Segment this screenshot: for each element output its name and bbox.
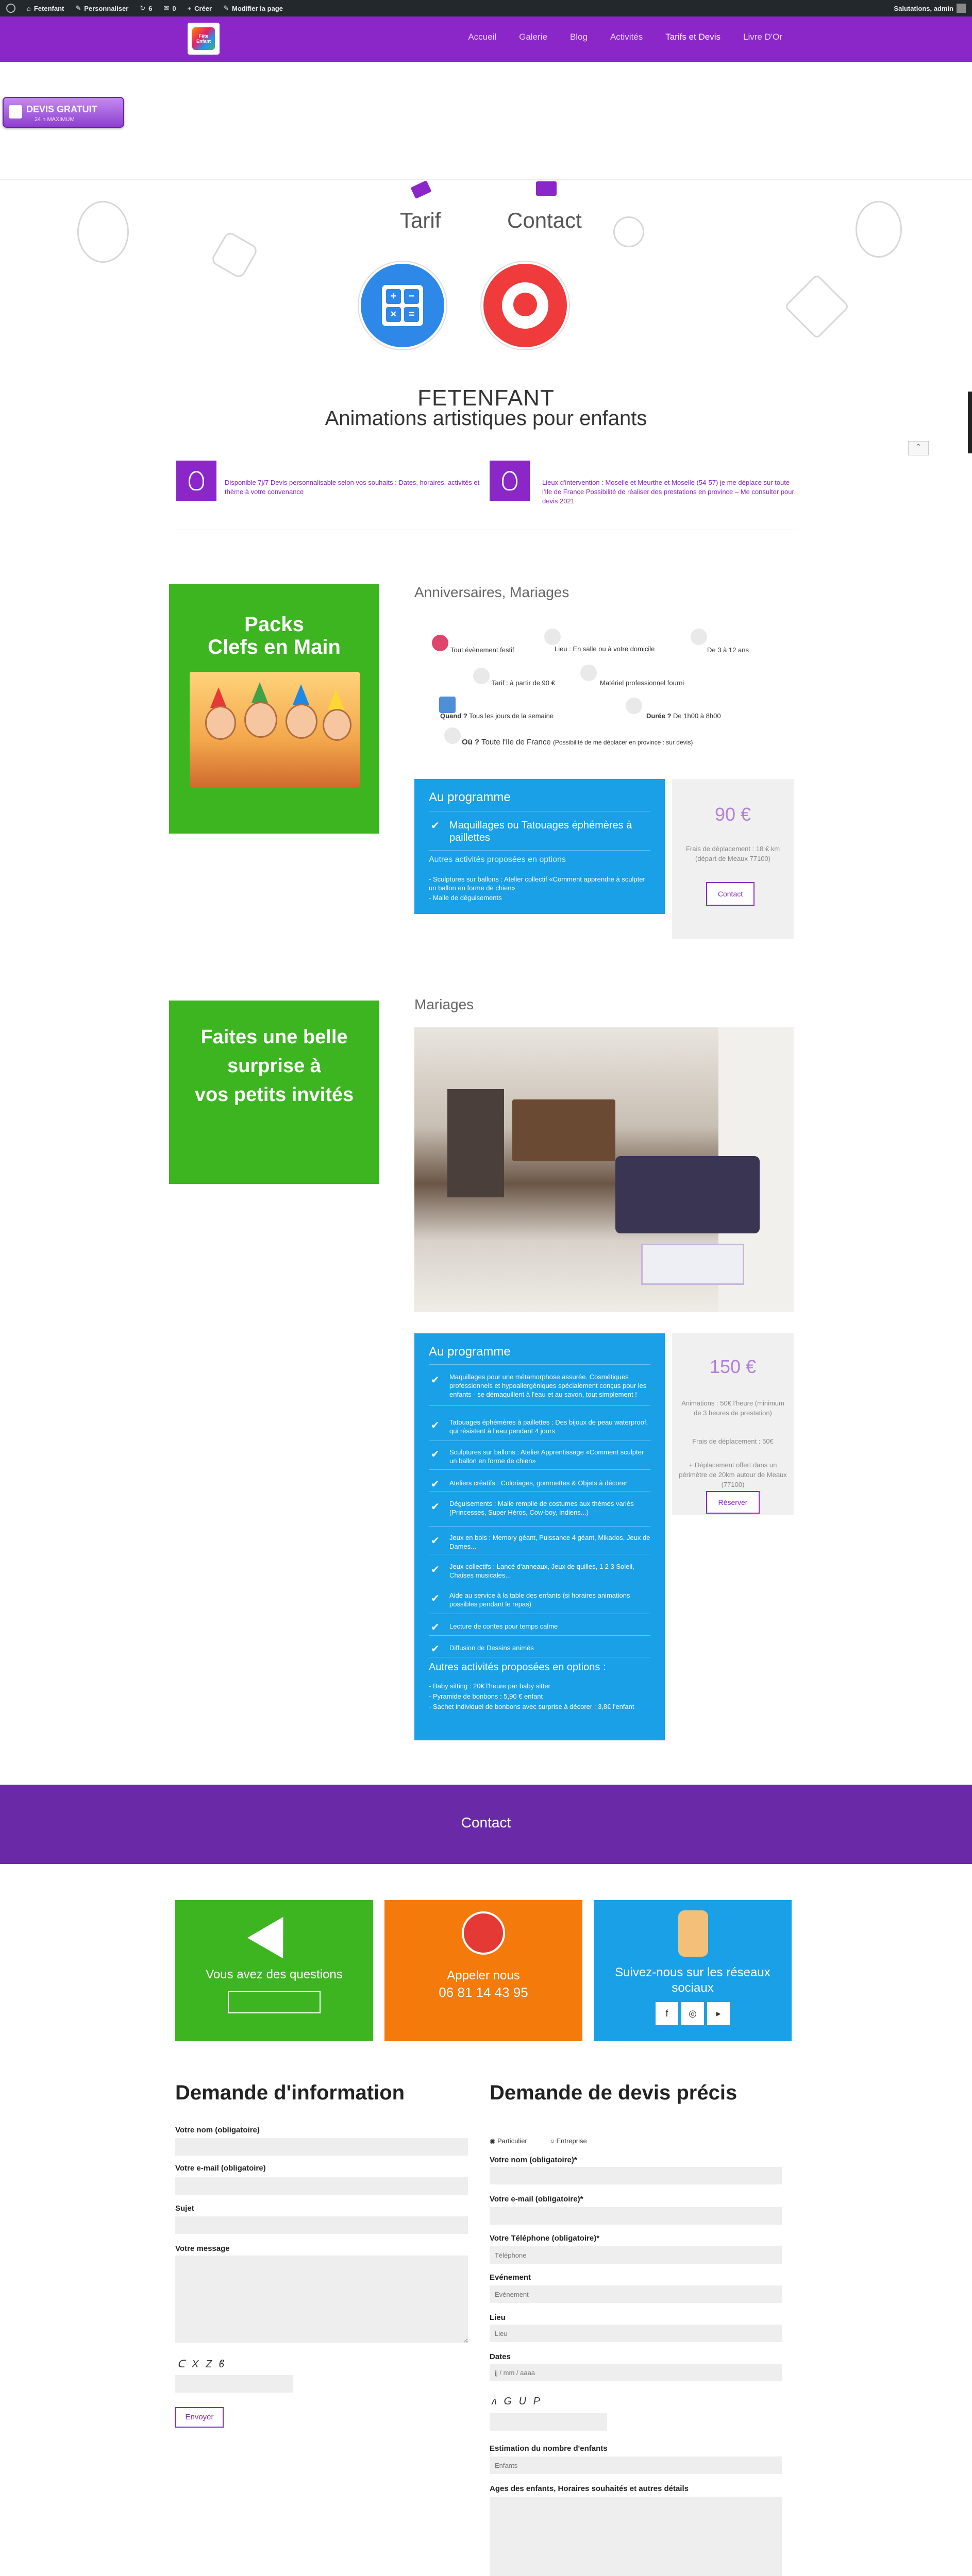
calendar-icon — [439, 697, 456, 713]
questions-card[interactable]: Vous avez des questions — [175, 1900, 373, 2041]
devis-kids-field[interactable] — [490, 2456, 782, 2474]
clock-icon — [626, 698, 642, 714]
contact-label[interactable]: Contact — [507, 208, 582, 232]
kite-doodle-icon — [784, 274, 849, 339]
captcha-field[interactable] — [175, 2375, 293, 2393]
captcha-image: ᑕ X Z ϐ — [177, 2359, 226, 2370]
map-pin-icon — [444, 727, 461, 744]
page-subtitle: Animations artistiques pour enfants — [325, 407, 647, 430]
questions-button[interactable] — [228, 1991, 321, 2013]
phone-icon — [462, 1911, 505, 1955]
devis-captcha-image: ʌ G U P — [492, 2396, 543, 2407]
tarif-circle-button[interactable] — [359, 262, 446, 349]
contact-button[interactable]: Contact — [706, 882, 755, 906]
nav-galerie[interactable]: Galerie — [519, 32, 547, 42]
price-tag-icon — [411, 180, 432, 199]
programme-box-2: Au programme ✔ Maquillages pour une métamorphose assurée. Cosmétiques professionnels et hypoallergéniques spécialement conçus pour les enfants - se démaquillent à l'eau et au savon, tout simplement ! ✔ Tatouages éphémères à paillettes : Des bijoux de peau waterproof, qui résistent à l'eau pendant 4 jours ✔ Sculptures sur ballons : Atelier Apprentissage «Comment sculpter un ballon en forme de chien» ✔ Ateliers créatifs : Coloriages, gommettes & Objets à décorer ✔ Déguisements : Malle remplie de costumes aux thèmes variés (Princesses, Super Héros, Cow-boy, Indiens...) ✔ Jeux en bois : Memory géant, Puissance 4 géant, Mikados, Jeux de Dames... ✔ Jeux collectifs : Lancé d'anneaux, Jeux de quilles, 1 2 3 Soleil, Chaises musicales... ✔ Aide au service à la table des enfants (si horaires animations possibles pendant le repas) ✔ Lecture de contes pour temps calme ✔ Diffusion de Dessins animés Autres activités proposées en options : - Baby sitting : 20€ l'heure par baby sitter - Pyramide de bonbons : 5,90 € enfant - Sachet individuel de bonbons avec surprise à décorer : 3,8€ l'enfant — [414, 1333, 665, 1740]
price-1: 90 € — [714, 804, 751, 825]
tarif-label[interactable]: Tarif — [400, 208, 441, 232]
packs-promo-box: Packs Clefs en Main — [169, 584, 379, 834]
check-icon: ✔ — [431, 820, 440, 832]
admin-edit-link[interactable]: ✎ Modifier la page — [223, 4, 283, 12]
instagram-icon[interactable]: ◎ — [681, 2002, 704, 2025]
page-title: FETENFANT — [417, 385, 555, 411]
phone-number[interactable]: 06 81 14 43 95 — [439, 1985, 528, 2000]
contact-band: Contact — [0, 1785, 972, 1864]
main-navbar — [0, 16, 972, 62]
wedding-room-photo — [414, 1027, 794, 1312]
price-box-2: 150 € Animations : 50€ l'heure (minimum de 3 heures de prestation) Frais de déplacement : 50€ + Déplacement offert dans un périmètre de 20km autour de Meaux (77100) Réserver — [672, 1333, 794, 1515]
devis-phone-field[interactable] — [490, 2246, 782, 2264]
message-field[interactable] — [175, 2256, 468, 2343]
reserver-button[interactable]: Réserver — [706, 1491, 760, 1514]
social-card: Suivez-nous sur les réseaux sociaux f ◎ ▸ — [594, 1900, 792, 2041]
devis-dates-field[interactable] — [490, 2364, 782, 2381]
admin-customize-link[interactable]: ✎ Personnaliser — [75, 4, 129, 12]
feature-text-1: Disponible 7j/7 Devis personnalisable selon vos souhaits : Dates, horaires, activités et thème à votre convenance — [225, 479, 480, 496]
admin-greeting[interactable]: Salutations, admin — [894, 4, 966, 13]
name-field[interactable] — [175, 2138, 468, 2156]
programme-box-1: Au programme ✔ Maquillages ou Tatouages éphémères à paillettes Autres activités proposées en options - Sculptures sur ballons : Atelier collectif «Comment apprendre à sculpter un ballon en forme de chien» - Malle de déguisements — [414, 779, 665, 914]
bulb-icon — [176, 461, 216, 501]
balloon-doodle-icon — [77, 201, 129, 263]
devis-gratuit-button[interactable]: DEVIS GRATUIT 24 h MAXIMUM — [3, 97, 124, 128]
nav-activites[interactable]: Activités — [610, 32, 643, 42]
scroll-up-button[interactable]: ⌃ — [908, 441, 929, 455]
thumbs-up-icon — [678, 1910, 708, 1957]
nav-livre-dor[interactable]: Livre D'Or — [743, 32, 782, 42]
nav-blog[interactable]: Blog — [569, 32, 588, 42]
devis-lieu-field[interactable] — [490, 2325, 782, 2342]
main-menu — [468, 32, 782, 42]
devis-event-field[interactable] — [490, 2285, 782, 2303]
star-doodle-icon — [210, 230, 259, 280]
bulb-icon-2 — [490, 461, 530, 501]
price-2: 150 € — [709, 1356, 757, 1377]
balloon-doodle-icon-2 — [856, 201, 902, 258]
avatar — [957, 4, 966, 13]
paper-plane-doodle-icon — [613, 216, 644, 247]
devis-details-field[interactable] — [490, 2497, 782, 2576]
scrollbar[interactable] — [968, 392, 972, 453]
calculator-icon-large: + − × = — [382, 285, 423, 326]
subject-field[interactable] — [175, 2216, 468, 2234]
section-title-mariages: Mariages — [414, 996, 474, 1012]
nav-tarifs-devis[interactable]: Tarifs et Devis — [665, 32, 721, 42]
section-title-anniversaires: Anniversaires, Mariages — [414, 584, 569, 600]
wp-logo-icon[interactable] — [6, 4, 15, 13]
devis-name-field[interactable] — [490, 2167, 782, 2184]
site-logo[interactable]: Fête Enfant — [188, 23, 220, 55]
admin-site-link[interactable]: ⌂ Fetenfant — [27, 4, 64, 12]
facebook-icon[interactable]: f — [656, 2002, 678, 2025]
send-info-button[interactable]: Envoyer — [175, 2407, 224, 2428]
form-info-title: Demande d'information — [175, 2081, 405, 2104]
contact-circle-button[interactable] — [481, 262, 569, 349]
feature-text-2: Lieux d'intervention : Moselle et Meurthe et Moselle (54-57) je me déplace sur toute l'Ile de France Possibilité de réaliser des prestations en province – Me consulter pour devis 2021 — [542, 479, 794, 505]
mail-icon — [536, 181, 557, 196]
email-field[interactable] — [175, 2177, 468, 2195]
youtube-icon[interactable]: ▸ — [707, 2002, 730, 2025]
contact-person-icon — [502, 282, 548, 329]
material-icon — [580, 665, 597, 681]
calculator-icon — [9, 105, 22, 118]
party-icon — [432, 635, 448, 651]
divider — [0, 179, 972, 180]
age-icon — [691, 629, 707, 645]
devis-email-field[interactable] — [490, 2207, 782, 2225]
kids-party-image — [190, 672, 360, 787]
radio-particulier[interactable]: ◉ Particulier — [490, 2137, 527, 2145]
admin-comments-link[interactable]: ✉ 0 — [163, 4, 176, 12]
admin-updates-link[interactable]: ↻ 6 — [140, 4, 153, 12]
admin-bar — [0, 0, 972, 16]
nav-accueil[interactable]: Accueil — [468, 32, 497, 42]
form-devis-title: Demande de devis précis — [490, 2081, 738, 2104]
phone-card[interactable]: Appeler nous 06 81 14 43 95 — [384, 1900, 582, 2041]
devis-captcha-field[interactable] — [490, 2413, 607, 2431]
surprise-promo-box: Faites une belle surprise à vos petits invités — [169, 1001, 379, 1184]
radio-entreprise[interactable]: ○ Entreprise — [550, 2137, 587, 2145]
paper-plane-icon — [247, 1907, 301, 1959]
location-icon — [544, 629, 561, 645]
admin-new-link[interactable]: + Créer — [187, 4, 212, 12]
money-icon — [473, 668, 490, 684]
price-box-1: 90 € Frais de déplacement : 18 € km (départ de Meaux 77100) Contact — [672, 779, 794, 939]
